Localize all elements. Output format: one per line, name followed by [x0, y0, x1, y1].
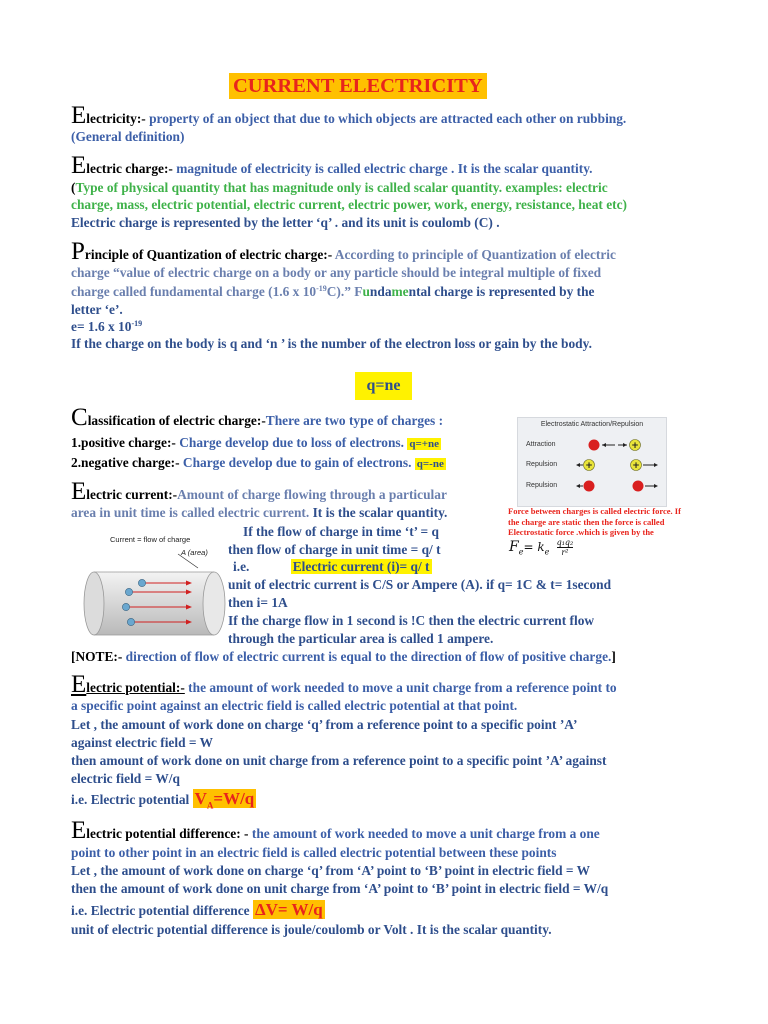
- potential-line4: against electric field = W: [71, 735, 214, 750]
- quantization-line3: [71, 284, 594, 300]
- positive-charge-formula: q=+ne: [409, 438, 440, 450]
- definition: property of an object that due to which objects are attracted each other on rubbing.: [145, 111, 627, 126]
- text: It is the scalar quantity.: [309, 505, 448, 520]
- negative-charge-line: [71, 455, 446, 471]
- drop-cap: E: [71, 817, 87, 844]
- electricity-heading: [71, 103, 626, 128]
- svg-text:+: +: [632, 461, 640, 471]
- term: lectricity:-: [86, 111, 146, 126]
- drop-cap: E: [71, 478, 87, 505]
- figure-title: Electrostatic Attraction/Repulsion: [540, 421, 644, 428]
- charge-symbol-line: Electric charge is represented by the letter ‘q’ . and its unit is coulomb (C) .: [71, 215, 500, 230]
- definition: There are two type of charges :: [265, 413, 444, 428]
- potential-line2: a specific point against an electric field is called electric potential at that point.: [71, 698, 518, 713]
- page-title: CURRENT ELECTRICITY: [229, 73, 487, 99]
- pd-line4: then the amount of work done on unit charge from ‘A’ point to ‘B’ point in electric field = W/q: [71, 881, 609, 896]
- definition: the amount of work needed to move a unit charge from a reference point to: [184, 680, 617, 695]
- subscript: e: [518, 547, 524, 557]
- svg-text:+: +: [585, 461, 593, 471]
- potential-difference-heading: [71, 818, 600, 843]
- equals-k: = k: [523, 540, 545, 554]
- text: i.e.: [233, 559, 250, 574]
- v-symbol: V: [194, 789, 207, 808]
- exponent: -19: [316, 284, 327, 293]
- text: i.e. Electric potential: [71, 792, 193, 807]
- row-label: Repulsion: [526, 461, 558, 468]
- potential-line6: electric field = W/q: [71, 771, 180, 786]
- label: 1.positive charge:-: [71, 435, 176, 450]
- term: rinciple of Quantization of electric charge:-: [84, 247, 333, 262]
- quantization-heading: [71, 239, 616, 264]
- subscript: A: [206, 800, 214, 811]
- current-line9: through the particular area is called 1 ampere.: [228, 631, 494, 646]
- pd-line2: point to other point in an electric field is called electric potential between these points: [71, 845, 557, 860]
- text: e= 1.6 x 10: [71, 319, 132, 334]
- definition: the amount of work needed to move a unit charge from a one: [248, 826, 600, 841]
- positive-charge-line: [71, 435, 441, 451]
- cylinder-diagram: [80, 532, 240, 644]
- electric-current-heading: [71, 479, 447, 504]
- electric-potential-heading: [71, 672, 617, 697]
- pd-unit-line: unit of electric potential difference is joule/coulomb or Volt . It is the scalar quantity.: [71, 922, 552, 937]
- drop-cap: E: [71, 102, 87, 129]
- attraction-repulsion-figure: [517, 417, 667, 507]
- row-label: Repulsion: [526, 482, 558, 489]
- electric-force-caption: Force between charges is called electric force. If the charge are static then the force is called Electrostatic force .which is given by the: [508, 506, 681, 537]
- term: lassification of electric charge:-: [87, 413, 266, 428]
- current-line3: If the flow of charge in time ‘t’ = q: [243, 524, 439, 539]
- current-flow-figure: [80, 532, 240, 644]
- figure-title: Current = flow of charge: [110, 535, 191, 544]
- potential-difference-formula: ΔV= W/q: [254, 900, 323, 919]
- text: direction of flow of electric current is equal to the direction of flow of positive charge.: [122, 649, 612, 664]
- text: charge called fundamental charge (1.6 x 10: [71, 284, 317, 299]
- denominator: r²: [561, 548, 569, 557]
- drop-cap: E: [71, 152, 87, 179]
- paren: (: [71, 180, 76, 195]
- subscript: e: [544, 547, 550, 557]
- text: i.e. Electric potential difference: [71, 903, 253, 918]
- scalar-note-text: Type of physical quantity that has magnitude only is called scalar quantity. examples: electric: [75, 180, 608, 195]
- text: u: [362, 284, 370, 299]
- term: lectric charge:-: [86, 161, 173, 176]
- text: Charge develop due to loss of electrons.: [175, 435, 404, 450]
- text: ntal charge is represented by the: [408, 284, 595, 299]
- classification-heading: [71, 405, 443, 430]
- scalar-note-line2: charge, mass, electric potential, electric current, electric power, work, energy, resistance, heat etc): [71, 197, 627, 212]
- area-label: A (area): [181, 548, 208, 557]
- definition-note: (General definition): [71, 129, 185, 144]
- potential-formula: [193, 789, 257, 811]
- quantization-line4: letter ‘e’.: [71, 302, 123, 317]
- pd-line3: Let , the amount of work done on charge ‘q’ from ‘A’ point to ‘B’ point in electric field = W: [71, 863, 591, 878]
- current-line4: then flow of charge in unit time = q/ t: [228, 542, 441, 557]
- electric-current-formula: Electric current (i)= q/ t: [292, 559, 430, 574]
- exponent: -19: [131, 319, 143, 328]
- formula-rest: =W/q: [213, 789, 255, 808]
- force-symbol: F: [509, 539, 519, 555]
- potential-line5: then amount of work done on unit charge from a reference point to a specific point ’A’ against: [71, 753, 607, 768]
- numerator: q₁q₂: [556, 538, 574, 547]
- e-value: [71, 319, 142, 335]
- scalar-note-line1: [71, 180, 608, 196]
- text: me: [391, 284, 409, 299]
- quantization-line6: If the charge on the body is q and ‘n ’ is the number of the electron loss or gain by the body.: [71, 336, 592, 351]
- row-label: Attraction: [526, 441, 556, 448]
- text: nda: [369, 284, 392, 299]
- text: [NOTE:-: [71, 649, 123, 664]
- text: area in unit time is called electric current.: [71, 505, 310, 520]
- pd-formula-line: [71, 900, 325, 920]
- potential-line3: Let , the amount of work done on charge ‘q’ from a reference point to a specific point ’A’: [71, 717, 578, 732]
- definition: Amount of charge flowing through a particular: [177, 487, 447, 502]
- negative-charge-icon: [589, 440, 600, 451]
- electric-charge-heading: [71, 153, 593, 178]
- term: lectric potential:-: [86, 680, 185, 695]
- current-line6: unit of electric current is C/S or Ampere (A). if q= 1C & t= 1second: [228, 577, 612, 592]
- text: ]: [611, 649, 616, 664]
- quantization-line2: charge “value of electric charge on a body or any particle should be integral multiple of fixed: [71, 265, 602, 280]
- coulomb-formula: [509, 538, 573, 557]
- negative-charge-icon: [633, 481, 644, 492]
- label: 2.negative charge:-: [71, 455, 180, 470]
- current-line2: [71, 505, 447, 521]
- drop-cap: P: [71, 238, 85, 265]
- negative-charge-icon: [584, 481, 595, 492]
- svg-text:+: +: [631, 441, 639, 451]
- definition: According to principle of Quantization of electric: [332, 247, 616, 262]
- current-note: [71, 649, 616, 665]
- drop-cap: E: [71, 671, 87, 698]
- definition: magnitude of electricity is called electric charge . It is the scalar quantity.: [172, 161, 593, 176]
- current-line8: If the charge flow in 1 second is !C then the electric current flow: [228, 613, 595, 628]
- current-line5: [233, 559, 432, 575]
- formula-q-ne: q=ne: [355, 372, 412, 400]
- negative-charge-formula: q=-ne: [416, 458, 444, 470]
- current-line7: then i= 1A: [228, 595, 288, 610]
- text: C).” F: [326, 284, 363, 299]
- term: lectric potential difference: -: [86, 826, 249, 841]
- drop-cap: C: [71, 404, 88, 431]
- term: lectric current:-: [86, 487, 178, 502]
- text: Charge develop due to gain of electrons.: [179, 455, 412, 470]
- potential-formula-line: [71, 789, 256, 809]
